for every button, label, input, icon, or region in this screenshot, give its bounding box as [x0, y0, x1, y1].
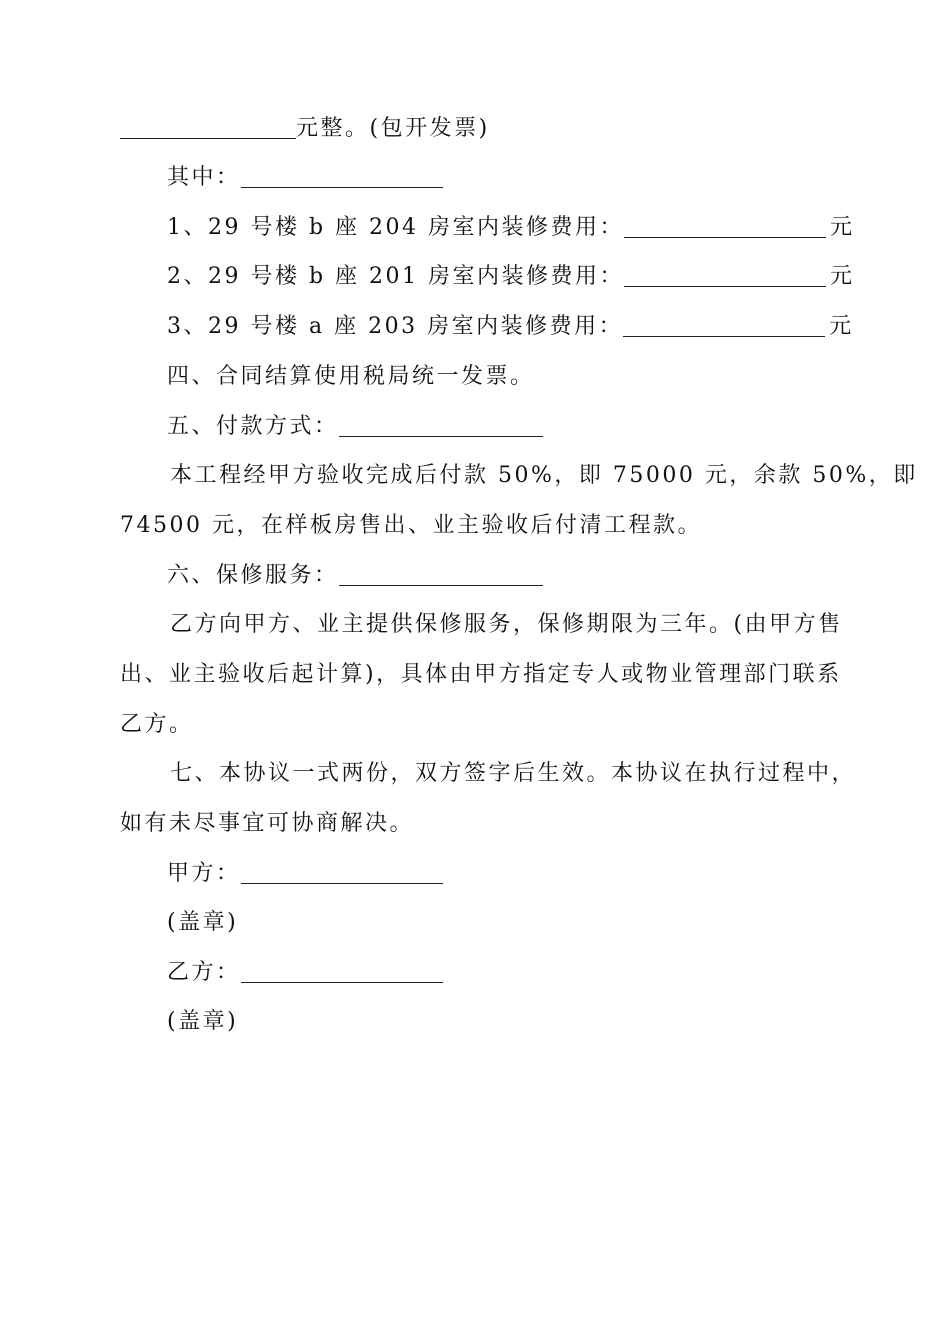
- item-3: [167, 312, 854, 342]
- qizhong-label: 其中：: [167, 165, 241, 190]
- section-4: 四、合同结算使用税局统一发票。: [167, 364, 535, 389]
- section-5-label: 五、付款方式：: [167, 414, 339, 439]
- section-6-blank: [339, 563, 543, 586]
- section-6: [167, 561, 543, 591]
- party-a-blank: [241, 861, 443, 884]
- seal-a: (盖章): [167, 910, 239, 935]
- item-3-label: 3、29 号楼 a 座 203 房室内装修费用：: [167, 314, 624, 339]
- item-1-label: 1、29 号楼 b 座 204 房室内装修费用：: [167, 215, 625, 240]
- warranty-line-1: 乙方向甲方、业主提供保修服务，保修期限为三年。(由甲方售: [170, 612, 843, 637]
- warranty-line-2: 出、业主验收后起计算)，具体由甲方指定专人或物业管理部门联系: [120, 662, 842, 687]
- section-5: [167, 412, 543, 442]
- section-7-line-1: 七、本协议一式两份，双方签字后生效。本协议在执行过程中，: [170, 761, 857, 786]
- item-2-label: 2、29 号楼 b 座 201 房室内装修费用：: [167, 264, 625, 289]
- amount-tail: 元整。(包开发票): [296, 116, 490, 141]
- item-3-unit: 元: [829, 314, 854, 339]
- party-a: [167, 859, 443, 889]
- amount-blank: [120, 116, 296, 139]
- qizhong-blank: [241, 165, 443, 188]
- party-a-label: 甲方：: [167, 861, 241, 886]
- seal-b: (盖章): [167, 1009, 239, 1034]
- item-2-unit: 元: [830, 264, 855, 289]
- item-2-blank: [624, 264, 826, 287]
- party-b: [167, 958, 443, 988]
- section-6-label: 六、保修服务：: [167, 563, 339, 588]
- item-3-blank: [623, 314, 825, 337]
- item-1: [167, 213, 855, 243]
- party-b-label: 乙方：: [167, 960, 241, 985]
- item-2: [167, 262, 855, 292]
- section-5-blank: [339, 414, 543, 437]
- payment-line-2: 74500 元，在样板房售出、业主验收后付清工程款。: [120, 513, 702, 538]
- qizhong-line: [167, 163, 443, 193]
- item-1-blank: [624, 215, 826, 238]
- item-1-unit: 元: [830, 215, 855, 240]
- amount-line: [120, 114, 490, 144]
- party-b-blank: [241, 960, 443, 983]
- warranty-line-3: 乙方。: [120, 712, 194, 737]
- payment-line-1: 本工程经甲方验收完成后付款 50%，即 75000 元，余款 50%，即: [170, 463, 918, 488]
- section-7-line-2: 如有未尽事宜可协商解决。: [120, 811, 415, 836]
